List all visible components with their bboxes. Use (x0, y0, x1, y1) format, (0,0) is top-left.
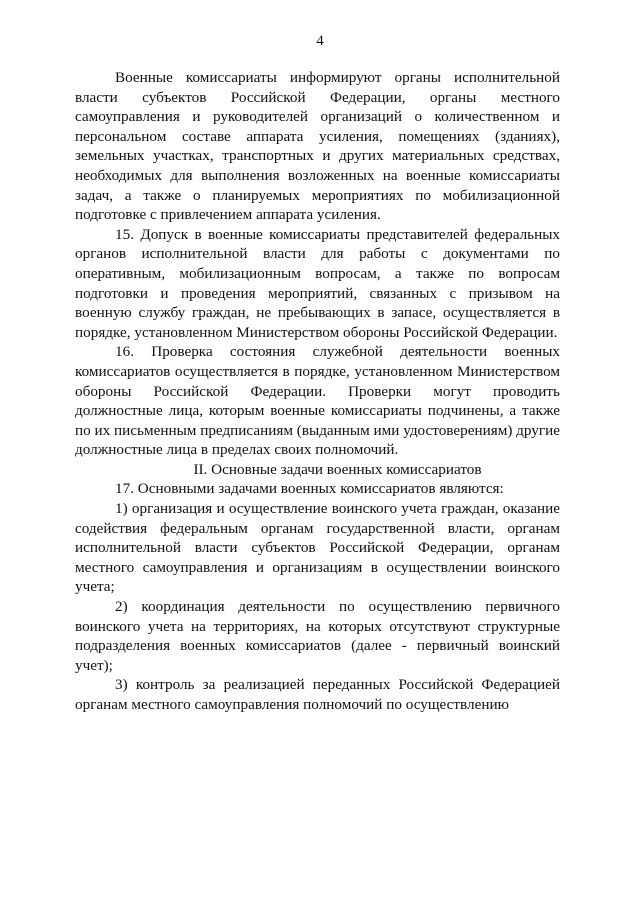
paragraph-15-admission: 15. Допуск в военные комиссариаты представителей федеральных органов исполнительной власти для работы с документами по оперативным, мобилизационным вопросам, а также по вопросам подготовки и проведения мероприятий, связанных с призывом на военную службу граждан, не пребывающих в запасе, осуществляется в порядке, установленном Министерством обороны Российской Федерации. (75, 225, 560, 341)
list-item-1: 1) организация и осуществление воинского учета граждан, оказание содействия федеральным органам государственной власти, органам исполнительной власти субъектов Российской Федерации, органам местного самоуправления и организациям в осуществлении воинского учета; (75, 500, 560, 596)
list-item-3: 3) контроль за реализацией переданных Российской Федерацией органам местного самоуправления полномочий по осуществлению (75, 676, 560, 713)
list-item-2: 2) координация деятельности по осуществлению первичного воинского учета на территориях, на которых отсутствуют структурные подразделения военных комиссариатов (далее - первичный воинский учет); (75, 598, 560, 674)
page-number: 4 (316, 33, 324, 49)
document-body (75, 68, 560, 715)
section-heading: II. Основные задачи военных комиссариатов (193, 460, 482, 478)
paragraph-16-inspection: 16. Проверка состояния служебной деятельности военных комиссариатов осуществляется в порядке, установленном Министерством обороны Российской Федерации. Проверки могут проводить должностные лица, которым военные комиссариаты подчинены, а также по их письменным предписаниям (выданным ими удостоверениям) другие должностные лица в пределах своих полномочий. (75, 343, 560, 459)
paragraph-17-main-tasks: 17. Основными задачами военных комиссариатов являются: (115, 480, 504, 498)
paragraph-military-commissariats-inform: Военные комиссариаты информируют органы исполнительной власти субъектов Российской Федерации, органы местного самоуправления и руководителей организаций о количественном и персональном составе аппарата усиления, помещениях (зданиях), земельных участках, транспортных и других материальных средствах, необходимых для выполнения возложенных на военные комиссариаты задач, а также о планируемых мероприятиях по мобилизационной подготовке с привлечением аппарата усиления. (75, 69, 560, 224)
